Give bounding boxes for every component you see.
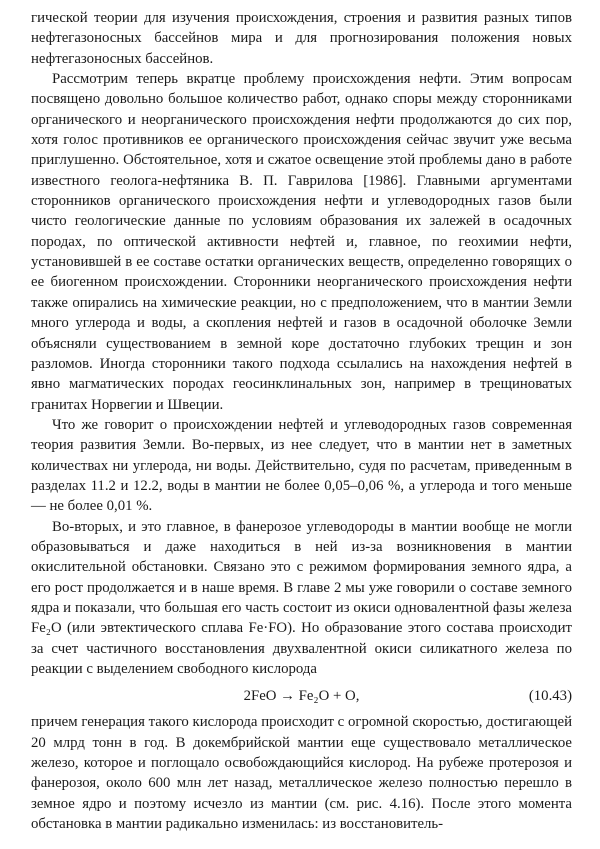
equation-number: (10.43)	[528, 688, 572, 705]
paragraph-oil-origin: Рассмотрим теперь вкратце проблему происхождения нефти. Этим вопросам посвящено довольно большое количество работ, однако споры между сторонниками органического и неорганического происхождения нефти продолжаются до сих пор, хотя голос противников ее органического происхождения сейчас звучит уже весьма приглушенно. Обстоятельное, хотя и сжатое освещение этой проблемы дано в работе известного геолога-нефтяника В. П. Гаврилова [1986]. Главными аргументами сторонников органического происхождения нефти и углеводородных газов были чисто геологические данные по условиям образования их залежей в осадочных породах, по оптической активности нефтей и, главное, по геохимии нефти, установившей в ее составе остатки органических веществ, определенно говорящих о ее биогенном происхождении. Сторонники неорганического происхождения нефти также опирались на химические реакции, но с предположением, что в мантии Земли много углерода и воды, а скопления нефтей и газов в осадочной оболочке Земли объясняли существованием в земной коре достаточно глубоких трещин и зон разломов. Иногда сторонники такого подхода ссылались на нахождения нефтей в явно магматических породах геосинклинальных зон, например в трещиноватых гранитах Норвегии и Швеции.	[31, 71, 572, 413]
paragraph-oxygen-generation: причем генерация такого кислорода происходит с огромной скоростью, достигающей 20 млрд тонн в год. В докембрийской мантии еще существовало металлическое железо, которое и поглощало освобождающийся кислород. На рубеже протерозоя и фанерозоя, около 600 млн лет назад, металлическое железо полностью перешло в земное ядро и поэтому исчезло из мантии (см. рис. 4.16). После этого момента обстановка в мантии радикально изменилась: из восстановитель-	[31, 714, 572, 833]
paragraph-oxidizing-mantle: Во-вторых, и это главное, в фанерозое углеводороды в мантии вообще не могли образовываться и даже находиться в ней из-за возникновения в мантии окислительной обстановки. Связано это с режимом формирования земного ядра, а его рост продолжается и в наше время. В главе 2 мы уже говорили о составе земного ядра и показали, что большая его часть состоит из окиси одновалентной фазы железа Fe₂O (или эвтектического сплава Fe·FO). Но образование этого состава происходит за счет частичного восстановления двухвалентной окиси силикатного железа по реакции с выделением свободного кислорода	[31, 518, 572, 677]
equation-formula: 2FeO → Fe₂O + O,	[243, 688, 360, 705]
equation-10-43	[31, 681, 572, 712]
paragraph-modern-theory: Что же говорит о происхождении нефтей и углеводородных газов современная теория развития Земли. Во-первых, из нее следует, что в мантии нет в заметных количествах ни углерода, ни воды. Действительно, судя по расчетам, приведенным в разделах 11.2 и 12.2, воды в мантии не более 0,05–0,06 %, а углерода и того меньше — не более 0,01 %.	[31, 416, 572, 515]
paragraph-continued: гической теории для изучения происхождения, строения и развития разных типов нефтегазоносных бассейнов мира и для прогнозирования положения новых нефтегазоносных бассейнов.	[31, 10, 572, 67]
